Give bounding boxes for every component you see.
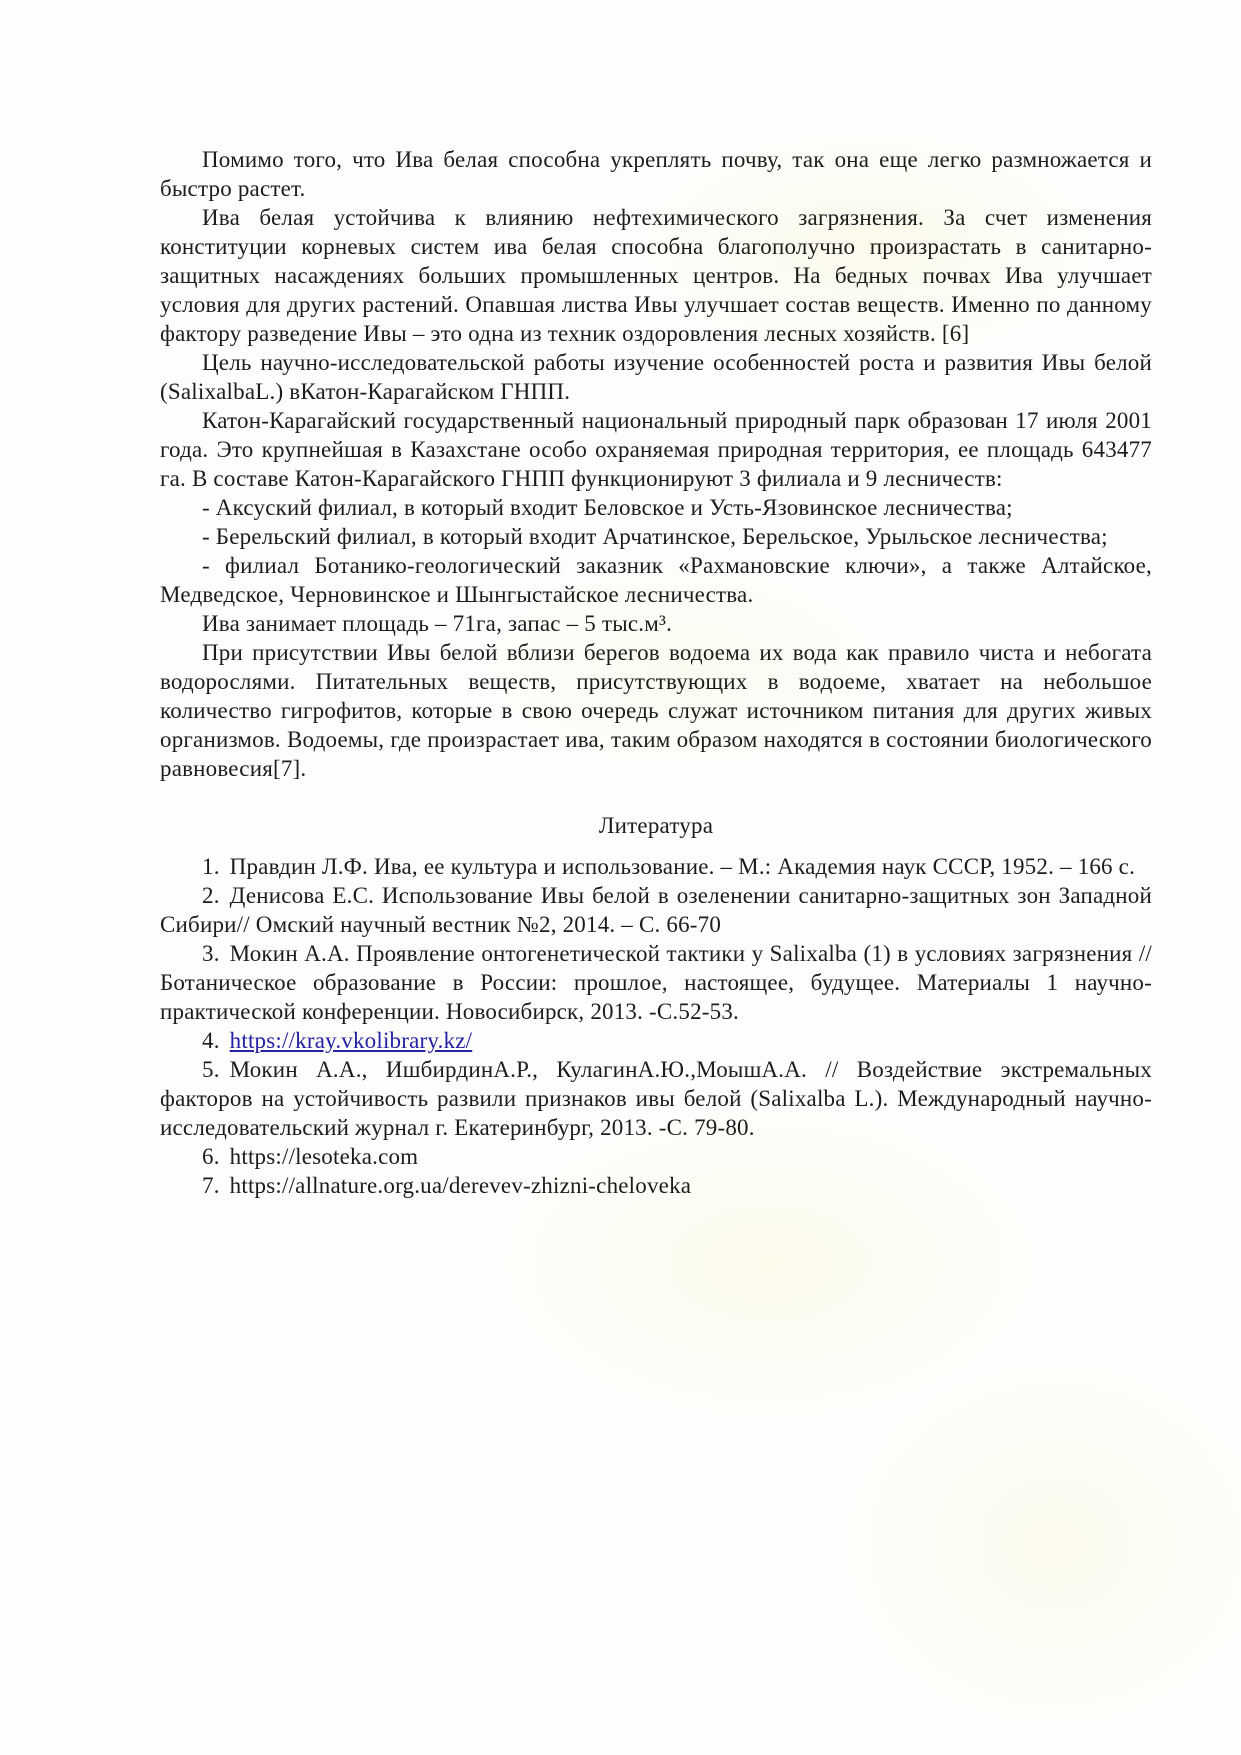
reference-item-1 (160, 852, 1152, 881)
reference-item-2 (160, 881, 1152, 939)
reference-text: Мокин А.А., ИшбирдинА.Р., КулагинА.Ю.,МоышА.А. // Воздействие экстремальных факторов на устойчивость развили признаков ивы белой (Salixalba L.). Международный научно-исследовательский журнал г. Екатеринбург, 2013. -С. 79-80. (160, 1057, 1152, 1140)
paragraph-pollution-resistance: Ива белая устойчива к влиянию нефтехимического загрязнения. За счет изменения конституции корневых систем ива белая способна благополучно произрастать в санитарно-защитных насаждениях больших промышленных центров. На бедных почвах Ива улучшает условия для других растений. Опавшая листва Ивы улучшает состав веществ. Именно по данному фактору разведение Ивы – это одна из техник оздоровления лесных хозяйств. [6] (160, 205, 1152, 346)
paragraph-research-goal: Цель научно-исследовательской работы изучение особенностей роста и развития Ивы белой (SalixalbaL.) вКатон-Карагайском ГНПП. (160, 350, 1152, 404)
literature-list (160, 852, 1152, 1200)
paragraph-water-balance: При присутствии Ивы белой вблизи берегов водоема их вода как правило чиста и небогата водорослями. Питательных веществ, присутствующих в водоеме, хватает на небольшое количество гигрофитов, которые в свою очередь служат источником питания для других живых организмов. Водоемы, где произрастает ива, таким образом находятся в состоянии биологического равновесия[7]. (160, 640, 1152, 781)
reference-number: 7. (202, 1173, 220, 1198)
list-item-botanical-reserve: - филиал Ботанико-геологический заказник «Рахмановские ключи», а также Алтайское, Медведское, Черновинское и Шынгыстайское лесничества. (160, 553, 1152, 607)
literature-heading: Литература (598, 813, 714, 838)
reference-number: 2. (202, 883, 220, 908)
reference-text: Правдин Л.Ф. Ива, ее культура и использование. – М.: Академия наук СССР, 1952. – 166 с. (229, 854, 1136, 879)
reference-text: Денисова Е.С. Использование Ивы белой в озеленении санитарно-защитных зон Западной Сибири// Омский научный вестник №2, 2014. – С. 66-70 (160, 883, 1152, 937)
paragraph-willow-soil: Помимо того, что Ива белая способна укреплять почву, так она еще легко размножается и быстро растет. (160, 147, 1152, 201)
reference-item-4 (160, 1026, 1152, 1055)
reference-item-5 (160, 1055, 1152, 1142)
reference-number: 5. (202, 1057, 220, 1082)
reference-number: 4. (202, 1028, 220, 1053)
reference-text: https://lesoteka.com (229, 1144, 419, 1169)
reference-text: Мокин А.А. Проявление онтогенетической тактики у Salixalba (1) в условиях загрязнения // Ботаническое образование в России: прошлое, настоящее, будущее. Материалы 1 научно-практической конференции. Новосибирск, 2013. -С.52-53. (160, 941, 1152, 1024)
reference-item-3 (160, 939, 1152, 1026)
reference-number: 1. (202, 854, 220, 879)
reference-number: 6. (202, 1144, 220, 1169)
paragraph-national-park: Катон-Карагайский государственный национальный природный парк образован 17 июля 2001 года. Это крупнейшая в Казахстане особо охраняемая природная территория, ее площадь 643477 га. В составе Катон-Карагайского ГНПП функционируют 3 филиала и 9 лесничеств: (160, 408, 1152, 491)
reference-link-vkolibrary[interactable]: https://kray.vkolibrary.kz/ (229, 1028, 473, 1053)
list-item-aksu-branch: - Аксуский филиал, в который входит Беловское и Усть-Язовинское лесничества; (202, 495, 1013, 520)
list-item-berel-branch: - Берельский филиал, в который входит Арчатинское, Берельское, Урыльское лесничества; (202, 524, 1108, 549)
reference-item-7 (160, 1171, 1152, 1200)
paragraph-willow-area: Ива занимает площадь – 71га, запас – 5 тыс.м³. (202, 611, 673, 636)
reference-item-6 (160, 1142, 1152, 1171)
reference-number: 3. (202, 941, 220, 966)
document-body (160, 145, 1152, 783)
reference-text: https://allnature.org.ua/derevev-zhizni-cheloveka (229, 1173, 692, 1198)
